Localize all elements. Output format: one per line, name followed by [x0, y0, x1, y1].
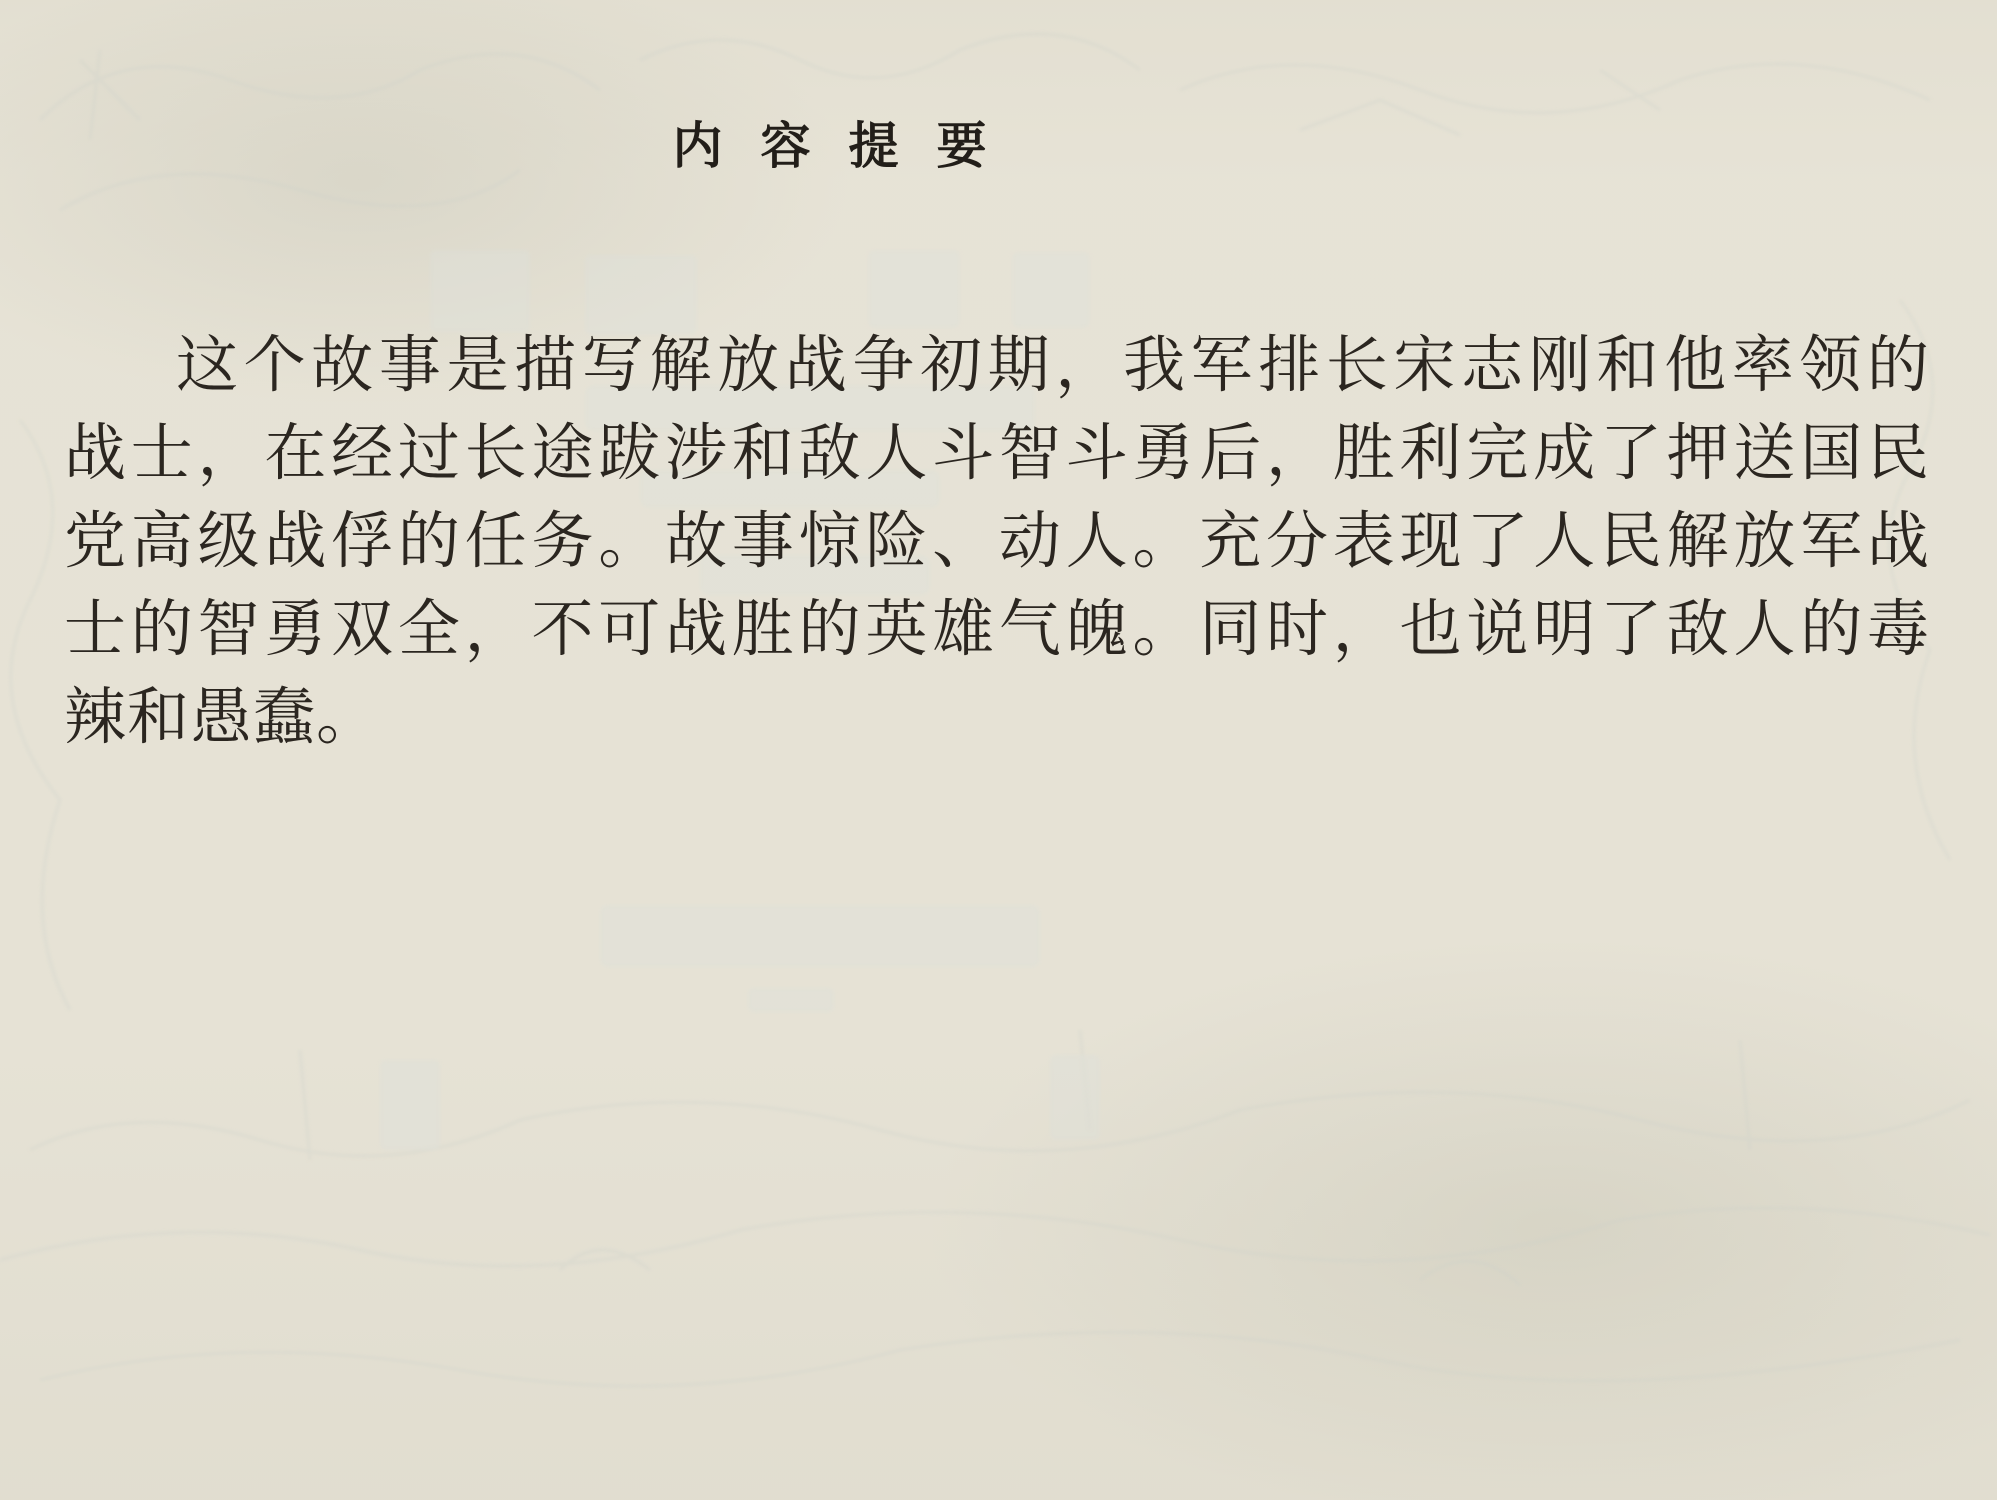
summary-line: 士的智勇双全，不可战胜的英雄气魄。同时，也说明了敌人的毒	[64, 596, 1930, 664]
summary-line: 战士，在经过长途跋涉和敌人斗智斗勇后，胜利完成了押送国民	[64, 420, 1930, 488]
summary-line: 这个故事是描写解放战争初期，我军排长宋志刚和他率领的	[176, 332, 1930, 400]
summary-line: 党高级战俘的任务。故事惊险、动人。充分表现了人民解放军战	[64, 508, 1930, 576]
summary-paragraph	[64, 322, 1930, 762]
page-title: 内容提要	[672, 118, 1025, 174]
summary-line: 辣和愚蠢。	[64, 684, 380, 752]
